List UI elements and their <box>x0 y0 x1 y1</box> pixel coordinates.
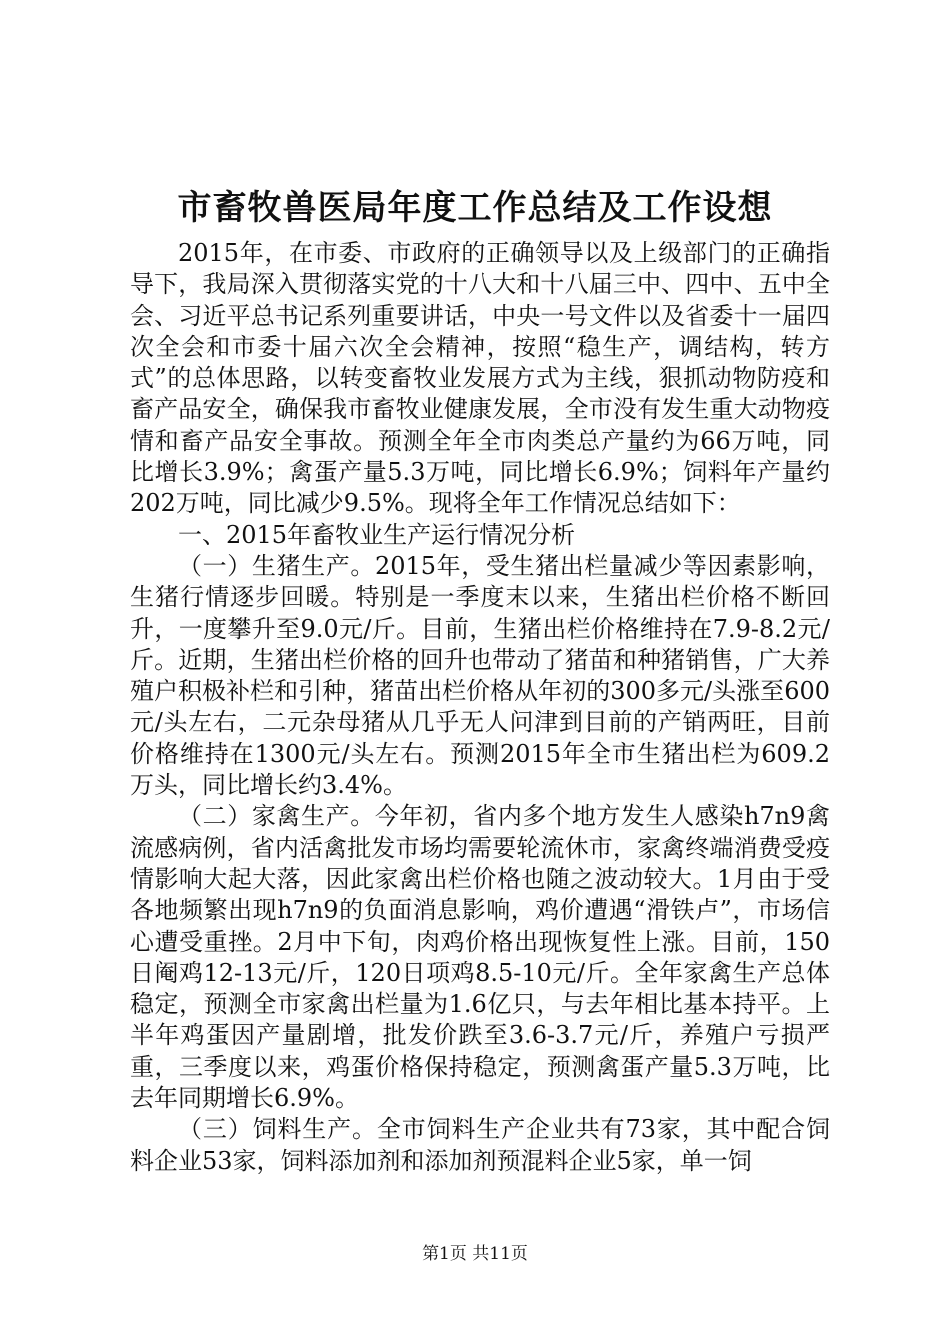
pig-production-paragraph: （一）生猪生产。2015年，受生猪出栏量减少等因素影响，生猪行情逐步回暖。特别是一季度末以来，生猪出栏价格不断回升，一度攀升至9.0元/斤。目前，生猪出栏价格维持在7.9-8.2元/斤。近期，生猪出栏价格的回升也带动了猪苗和种猪销售，广大养殖户积极补栏和引种，猪苗出栏价格从年初的300多元/头涨至600元/头左右，二元杂母猪从几乎无人问津到目前的产销两旺，目前价格维持在1300元/头左右。预测2015年全市生猪出栏为609.2万头，同比增长约3.4%。 <box>130 551 830 800</box>
section-heading: 一、2015年畜牧业生产运行情况分析 <box>178 520 576 549</box>
intro-paragraph: 2015年，在市委、市政府的正确领导以及上级部门的正确指导下，我局深入贯彻落实党的十八大和十八届三中、四中、五中全会、习近平总书记系列重要讲话，中央一号文件以及省委十一届四次全会和市委十届六次全会精神，按照“稳生产，调结构，转方式”的总体思路，以转变畜牧业发展方式为主线，狠抓动物防疫和畜产品安全，确保我市畜牧业健康发展，全市没有发生重大动物疫情和畜产品安全事故。预测全年全市肉类总产量约为66万吨，同比增长3.9%；禽蛋产量5.3万吨，同比增长6.9%；饲料年产量约202万吨，同比减少9.5%。现将全年工作情况总结如下： <box>130 239 830 518</box>
feed-production-paragraph: （三）饲料生产。全市饲料生产企业共有73家，其中配合饲料企业53家，饲料添加剂和添加剂预混料企业5家，单一饲 <box>130 1115 830 1175</box>
page-number-footer: 第1页 共11页 <box>422 1244 528 1264</box>
document-body <box>130 238 830 1177</box>
poultry-production-paragraph: （二）家禽生产。今年初，省内多个地方发生人感染h7n9禽流感病例，省内活禽批发市场均需要轮流休市，家禽终端消费受疫情影响大起大落，因此家禽出栏价格也随之波动较大。1月由于受各地频繁出现h7n9的负面消息影响，鸡价遭遇“滑铁卢”，市场信心遭受重挫。2月中下旬，肉鸡价格出现恢复性上涨。目前，150日阉鸡12-13元/斤，120日项鸡8.5-10元/斤。全年家禽生产总体稳定，预测全市家禽出栏量为1.6亿只，与去年相比基本持平。上半年鸡蛋因产量剧增，批发价跌至3.6-3.7元/斤，养殖户亏损严重，三季度以来，鸡蛋价格保持稳定，预测禽蛋产量5.3万吨，比去年同期增长6.9%。 <box>130 802 830 1113</box>
document-title: 市畜牧兽医局年度工作总结及工作设想 <box>177 188 773 228</box>
